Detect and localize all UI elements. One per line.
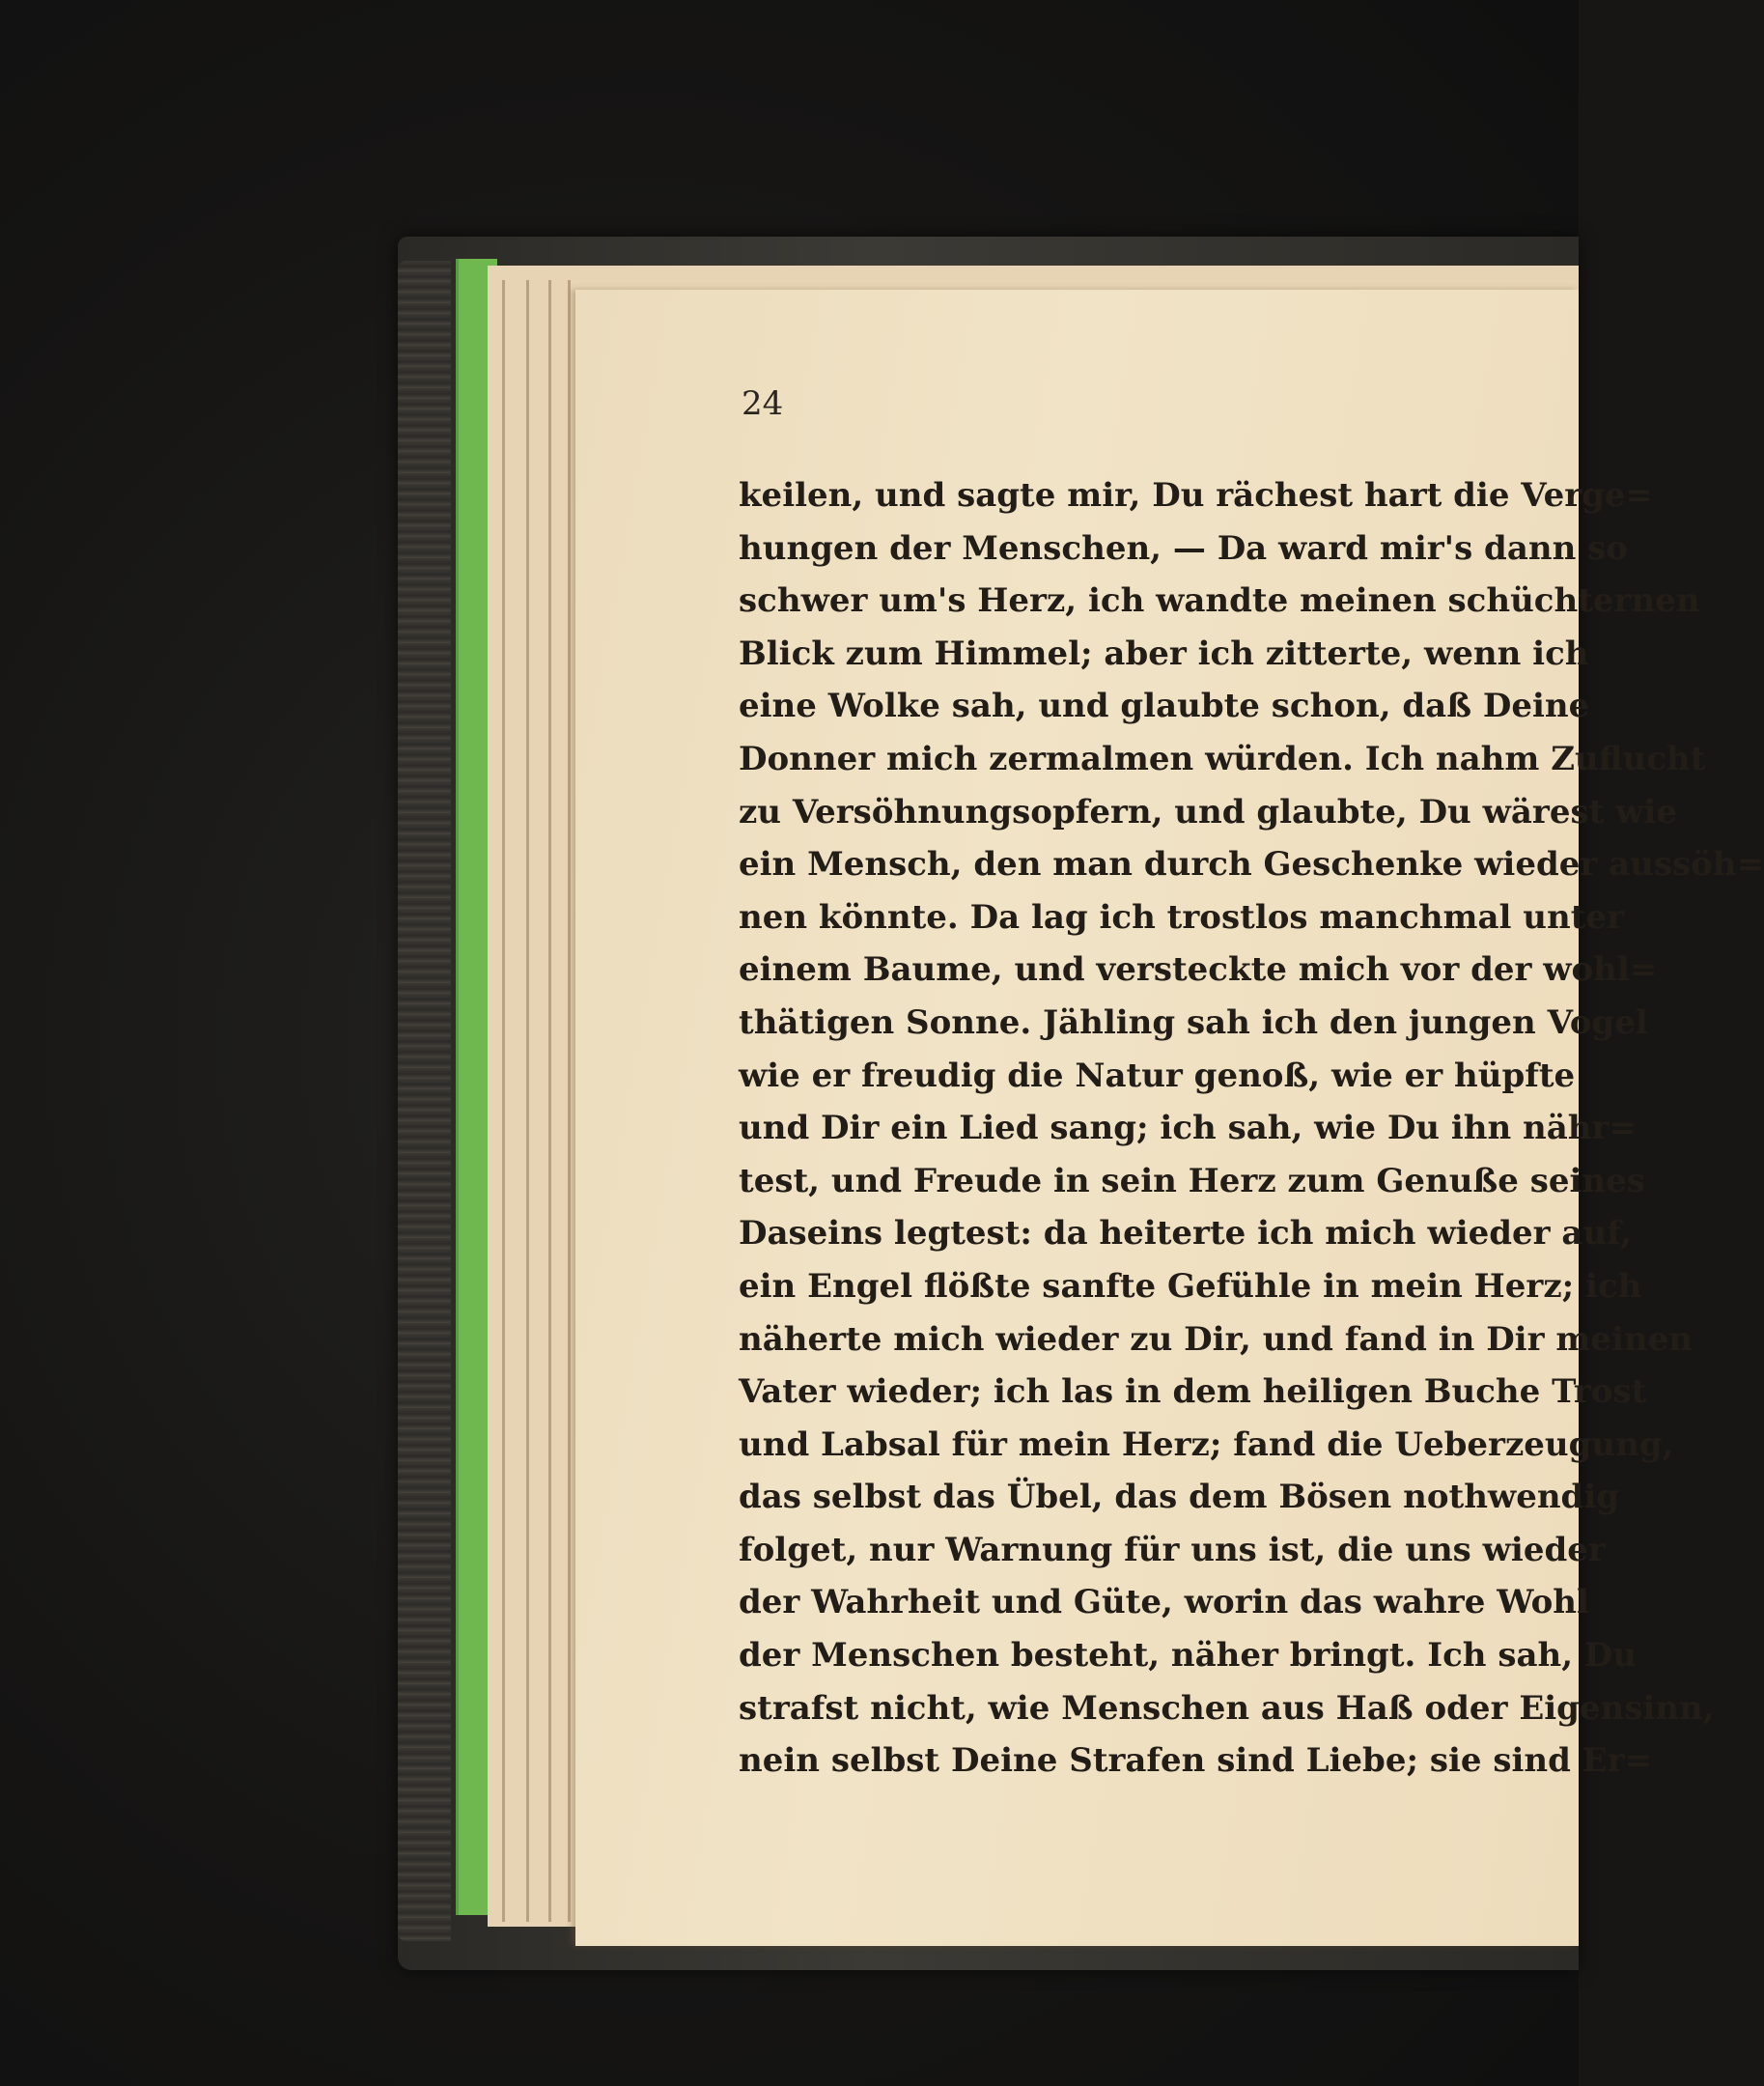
text-line: und Dir ein Lied sang; ich sah, wie Du ihn nähr= xyxy=(739,1109,1637,1148)
text-line: ein Engel flößte sanfte Gefühle in mein Herz; ich xyxy=(739,1266,1642,1306)
text-line: test, und Freude in sein Herz zum Genuße seines xyxy=(739,1161,1645,1200)
text-line: der Menschen besteht, näher bringt. Ich sah, Du xyxy=(739,1636,1638,1676)
text-line: Donner mich zermalmen würden. Ich nahm Zuflucht xyxy=(739,739,1706,778)
text-line: näherte mich wieder zu Dir, und fand in Dir meinen xyxy=(739,1319,1693,1359)
book-spine-edge xyxy=(398,261,451,1941)
text-line: schwer um's Herz, ich wandte meinen schüchternen xyxy=(739,581,1700,621)
text-line: keilen, und sagte mir, Du rächest hart die Verge= xyxy=(739,476,1654,515)
text-line: folget, nur Warnung für uns ist, die uns wieder xyxy=(739,1530,1606,1569)
page-edge-line xyxy=(568,280,571,1922)
page-number: 24 xyxy=(742,384,784,423)
text-line: wie er freudig die Natur genoß, wie er hüpfte xyxy=(739,1056,1576,1095)
text-line: thätigen Sonne. Jähling sah ich den jungen Vogel xyxy=(739,1002,1648,1042)
text-line: eine Wolke sah, und glaubte schon, daß Deine xyxy=(739,687,1590,726)
text-line: Blick zum Himmel; aber ich zitterte, wenn ich xyxy=(739,634,1589,673)
page-edge-line xyxy=(548,280,551,1922)
text-line: das selbst das Übel, das dem Bösen nothwendig xyxy=(739,1478,1620,1517)
page-text xyxy=(739,469,1764,1788)
page-edge-line xyxy=(502,280,505,1922)
page-edge-line xyxy=(526,280,529,1922)
text-line: Vater wieder; ich las in dem heiligen Buche Trost xyxy=(739,1372,1647,1412)
text-line: nein selbst Deine Strafen sind Liebe; sie sind Er= xyxy=(739,1741,1653,1781)
text-line: hungen der Menschen, — Da ward mir's dann so xyxy=(739,528,1628,568)
text-line: nen könnte. Da lag ich trostlos manchmal unter xyxy=(739,897,1624,937)
text-line: Daseins legtest: da heiterte ich mich wieder auf, xyxy=(739,1214,1632,1254)
text-line: einem Baume, und versteckte mich vor der wohl= xyxy=(739,950,1658,990)
text-line: strafst nicht, wie Menschen aus Haß oder Eigensinn, xyxy=(739,1688,1715,1728)
text-line: ein Mensch, den man durch Geschenke wieder aussöh= xyxy=(739,845,1764,885)
text-line: zu Versöhnungsopfern, und glaubte, Du wärest wie xyxy=(739,792,1677,832)
text-line: und Labsal für mein Herz; fand die Ueberzeugung, xyxy=(739,1424,1674,1464)
text-line: der Wahrheit und Güte, worin das wahre Wohl xyxy=(739,1583,1589,1622)
